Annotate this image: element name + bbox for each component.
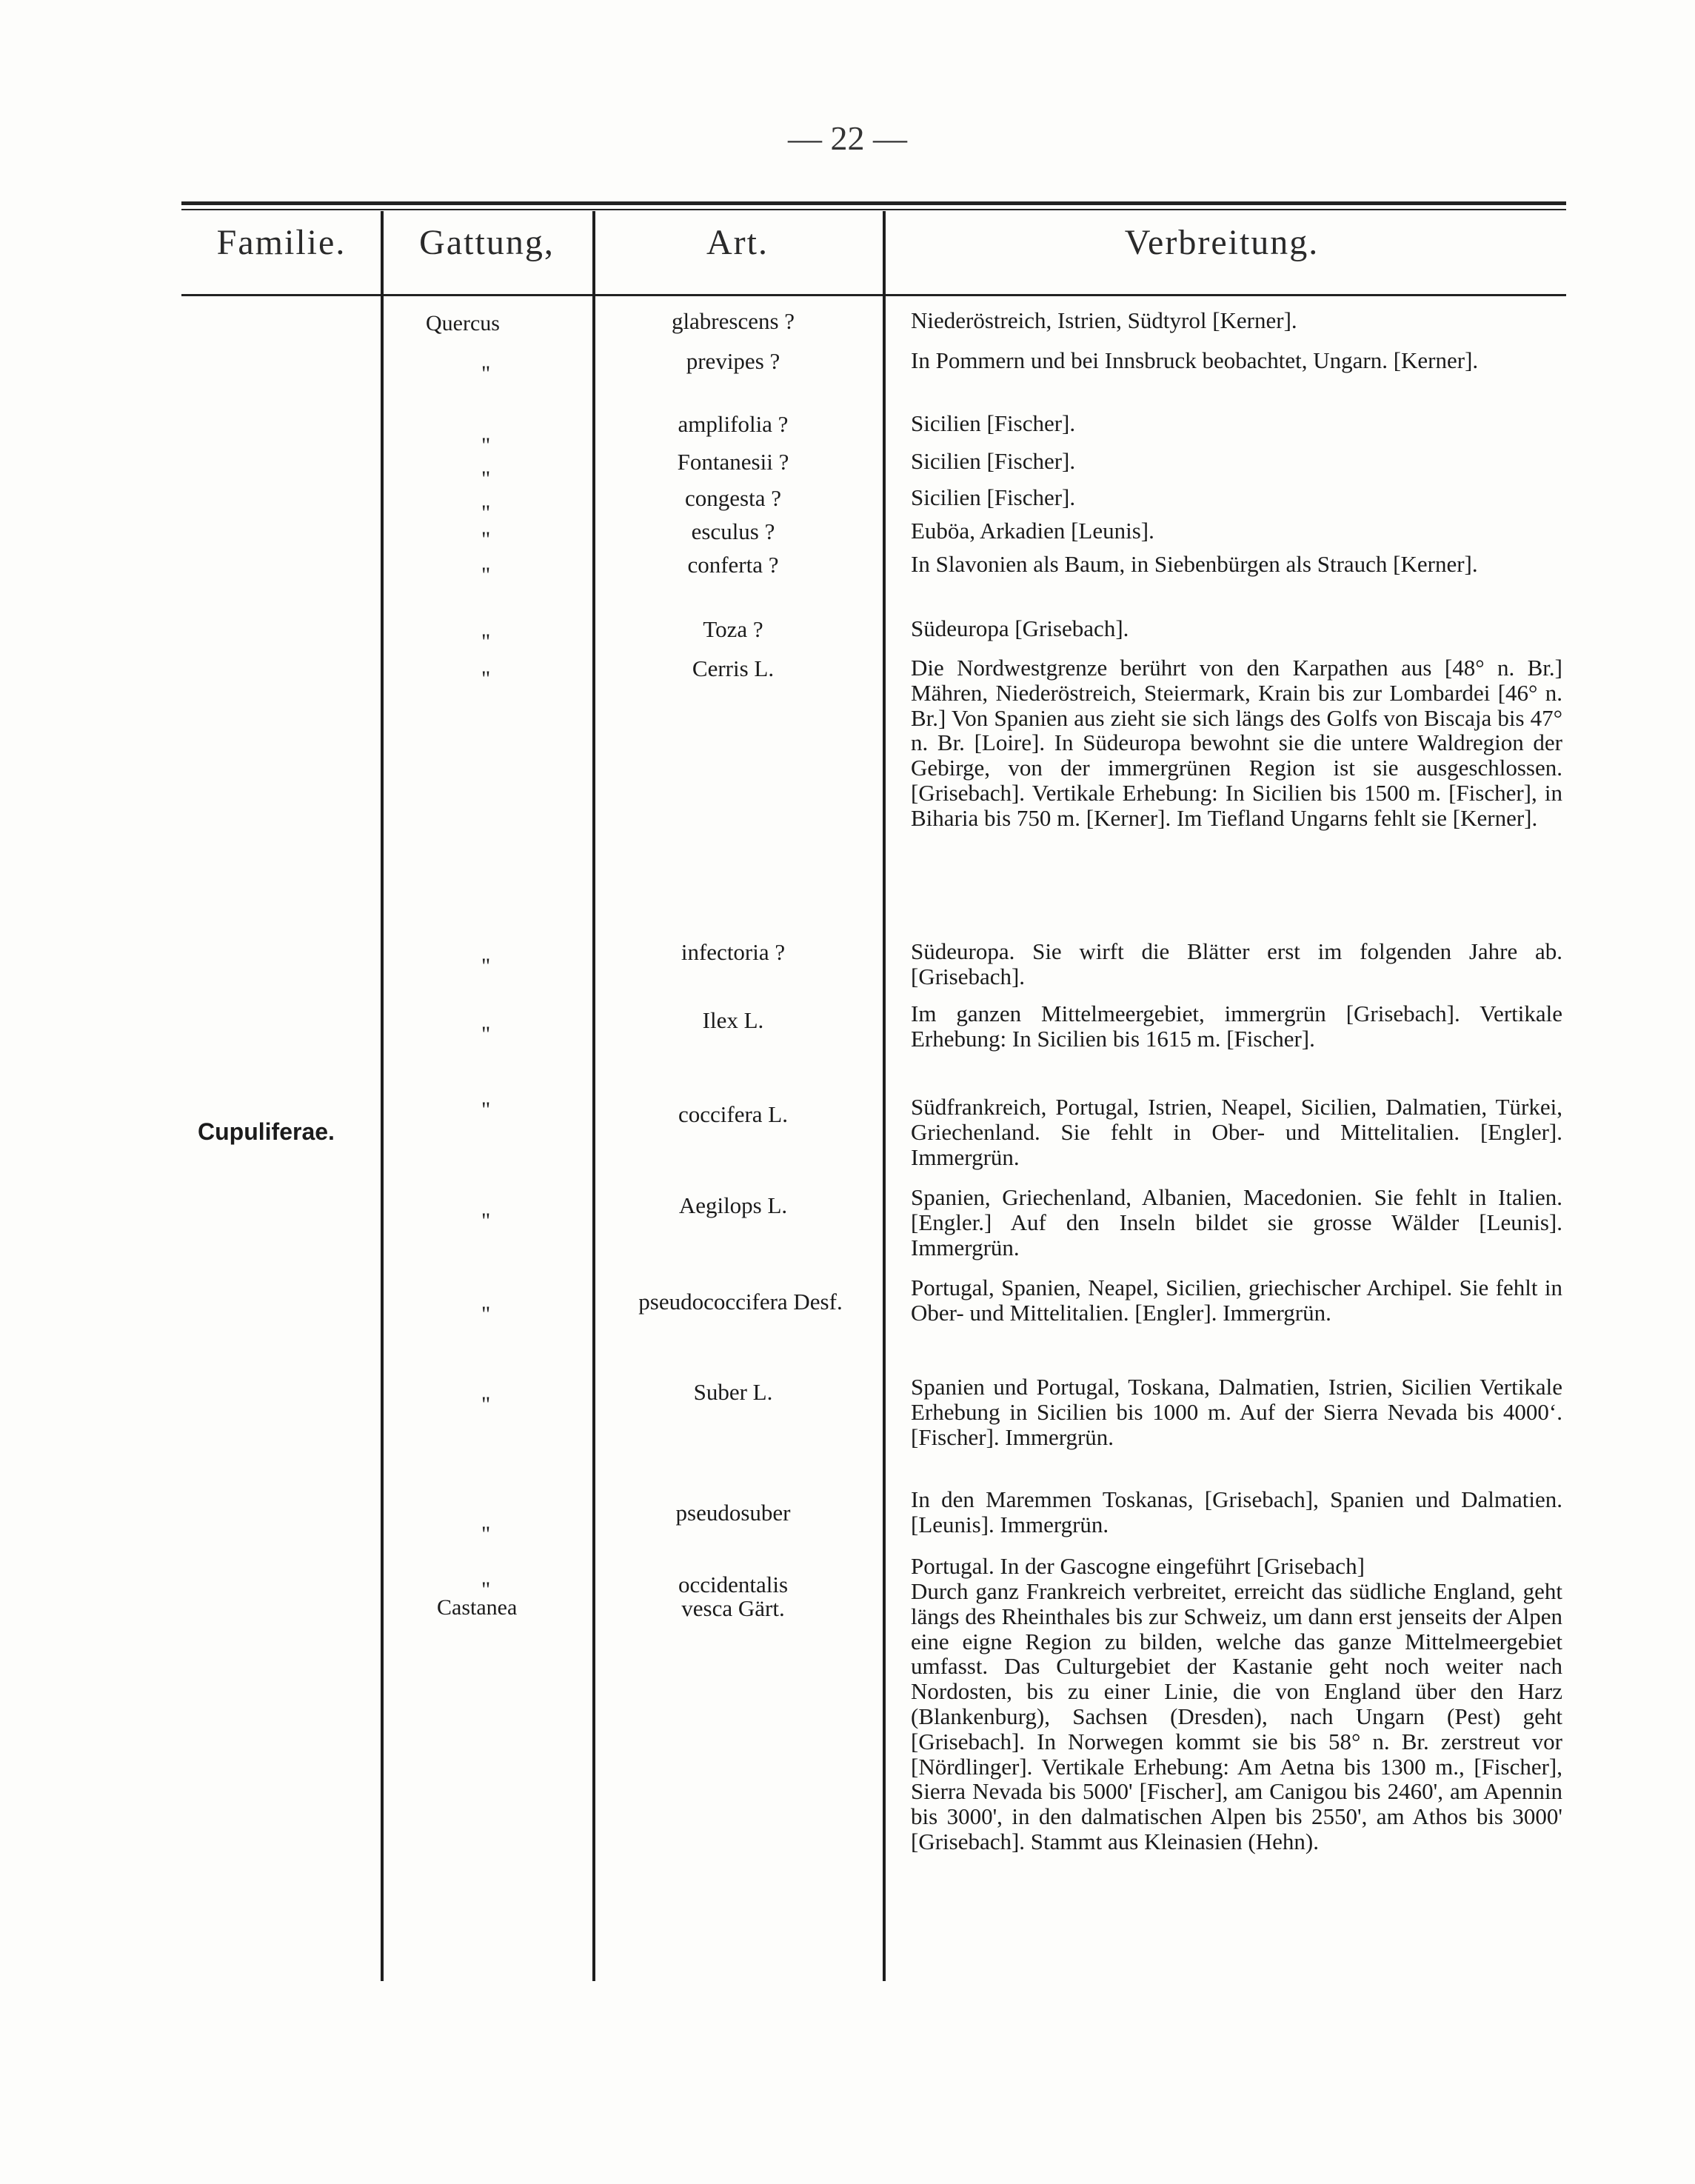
ditto-mark: " [481, 1098, 491, 1122]
family-name: Cupuliferae. [198, 1118, 335, 1145]
ditto-mark: " [481, 1302, 491, 1326]
distribution-entry: Euböa, Arkadien [Leunis]. [911, 518, 1154, 544]
ditto-mark: " [481, 954, 491, 978]
ditto-mark: " [481, 527, 491, 552]
distribution-entry: Portugal. In der Gascogne eingeführt [Grisebach] [911, 1553, 1365, 1579]
ditto-mark: " [481, 361, 491, 386]
genus-castanea: Castanea [437, 1595, 518, 1620]
distribution-entry: Spanien und Portugal, Toskana, Dalmatien, Istrien, Sicilien Vertikale Erhebung in Sicilien bis 1000 m. Auf der Sierra Nevada bis 4000‘. [Fischer]. Immergrün. [911, 1374, 1562, 1450]
ditto-mark: " [481, 630, 491, 654]
distribution-entry: Durch ganz Frankreich verbreitet, erreicht das südliche England, geht längs des Rheinthales bis zur Schweiz, um dann erst jenseits der Alpen eine eigne Region zu bilden, welche das ganze Mittelmeergebiet umfasst. Das Culturgebiet der Kastanie geht noch weiter nach Nordosten, bis zu einer Linie, die von England über den Harz (Blankenburg), Sachsen (Dresden), nach Ungarn (Pest) geht [Grisebach]. In Norwegen kommt sie bis 58° n. Br. zerstreut vor [Nördlinger]. Vertikale Erhebung: Am Aetna bis 1300 m., [Fischer], Sierra Nevada bis 5000' [Fischer], am Canigou bis 2460', am Apennin bis 3000', in den dalmatischen Alpen bis 2550', am Athos bis 3000' [Grisebach]. Stammt aus Kleinasien (Hehn). [911, 1578, 1562, 1854]
species-item: Ilex L. [702, 1007, 764, 1033]
ditto-mark: " [481, 1392, 491, 1417]
distribution-entry: Sicilien [Fischer]. [911, 410, 1076, 436]
distribution-entry: Sicilien [Fischer]. [911, 484, 1076, 510]
distribution-entry: Niederöstreich, Istrien, Südtyrol [Kerner]. [911, 307, 1297, 333]
species-item: pseudococcifera Desf. [638, 1289, 843, 1315]
distribution-entry: Südeuropa [Grisebach]. [911, 615, 1129, 641]
species-item: occidentalis [678, 1572, 789, 1597]
species-item: Suber L. [693, 1379, 773, 1405]
ditto-mark: " [481, 1522, 491, 1546]
distribution-entry: Südeuropa. Sie wirft die Blätter erst im folgenden Jahre ab. [Grisebach]. [911, 938, 1562, 989]
header-art: Art. [706, 223, 769, 262]
ditto-mark: " [481, 563, 491, 587]
species-item: amplifolia ? [678, 411, 789, 437]
distribution-entry: Im ganzen Mittelmeergebiet, immergrün [Grisebach]. Vertikale Erhebung: In Sicilien bis 1615 m. [Fischer]. [911, 1001, 1562, 1052]
species-item: conferta ? [687, 552, 779, 578]
species-item: previpes ? [686, 348, 780, 374]
species-item: Fontanesii ? [677, 449, 789, 475]
header-rule [181, 294, 1566, 296]
header-gattung: Gattung, [419, 223, 555, 262]
column-separator-3 [883, 211, 886, 1981]
species-item: pseudosuber [675, 1500, 791, 1526]
genus-quercus: Quercus [426, 311, 500, 335]
distribution-entry: Die Nordwestgrenze berührt von den Karpathen aus [48° n. Br.] Mähren, Niederöstreich, Steiermark, Krain bis zur Lombardei [46° n. Br.] Von Spanien aus zieht sie sich längs des Golfs von Biscaja bis 47° n. Br. [Loire]. In Südeuropa bewohnt sie die untere Waldregion der Gebirge, von der immergrünen Region ist sie ausgeschlossen. [Grisebach]. Vertikale Erhebung: In Sicilien bis 1500 m. [Fischer], in Biharia bis 750 m. [Kerner]. Im Tiefland Ungarns fehlt sie [Kerner]. [911, 655, 1562, 831]
species-item: coccifera L. [678, 1101, 788, 1127]
page-number: — 22 — [788, 119, 907, 157]
column-separator-2 [592, 211, 595, 1981]
species-item: congesta ? [685, 485, 781, 511]
species-item: vesca Gärt. [681, 1595, 785, 1621]
header-verbreitung: Verbreitung. [1124, 223, 1320, 262]
column-separator-1 [381, 211, 384, 1981]
species-item: Aegilops L. [678, 1192, 788, 1218]
ditto-mark: " [481, 1022, 491, 1046]
species-item: Toza ? [703, 616, 763, 642]
distribution-entry: Sicilien [Fischer]. [911, 448, 1076, 474]
distribution-entry: In Pommern und bei Innsbruck beobachtet, Ungarn. [Kerner]. [911, 347, 1479, 373]
species-item: Cerris L. [692, 655, 775, 681]
distribution-entry: Portugal, Spanien, Neapel, Sicilien, griechischer Archipel. Sie fehlt in Ober- und Mittelitalien. [Engler]. Immergrün. [911, 1275, 1562, 1326]
ditto-mark: " [481, 433, 491, 458]
ditto-mark: " [481, 467, 491, 491]
species-item: esculus ? [691, 518, 775, 544]
distribution-entry: In den Maremmen Toskanas, [Grisebach], Spanien und Dalmatien. [Leunis]. Immergrün. [911, 1486, 1562, 1537]
ditto-mark: " [481, 667, 491, 691]
distribution-entry: Spanien, Griechenland, Albanien, Macedonien. Sie fehlt in Italien. [Engler.] Auf den Inseln bildet sie grosse Wälder [Leunis]. Immergrün. [911, 1184, 1562, 1260]
top-rule-thin [181, 209, 1566, 210]
distribution-entry: In Slavonien als Baum, in Siebenbürgen als Strauch [Kerner]. [911, 551, 1478, 577]
top-rule-thick [181, 201, 1566, 205]
ditto-mark: " [481, 1577, 491, 1602]
distribution-entry: Südfrankreich, Portugal, Istrien, Neapel, Sicilien, Dalmatien, Türkei, Griechenland. Sie fehlt in Ober- und Mittelitalien. [Engler]. Immergrün. [911, 1094, 1562, 1170]
header-familie: Familie. [216, 223, 347, 262]
ditto-mark: " [481, 501, 491, 525]
species-item: infectoria ? [681, 939, 786, 965]
species-item: glabrescens ? [671, 308, 795, 334]
ditto-mark: " [481, 1209, 491, 1233]
